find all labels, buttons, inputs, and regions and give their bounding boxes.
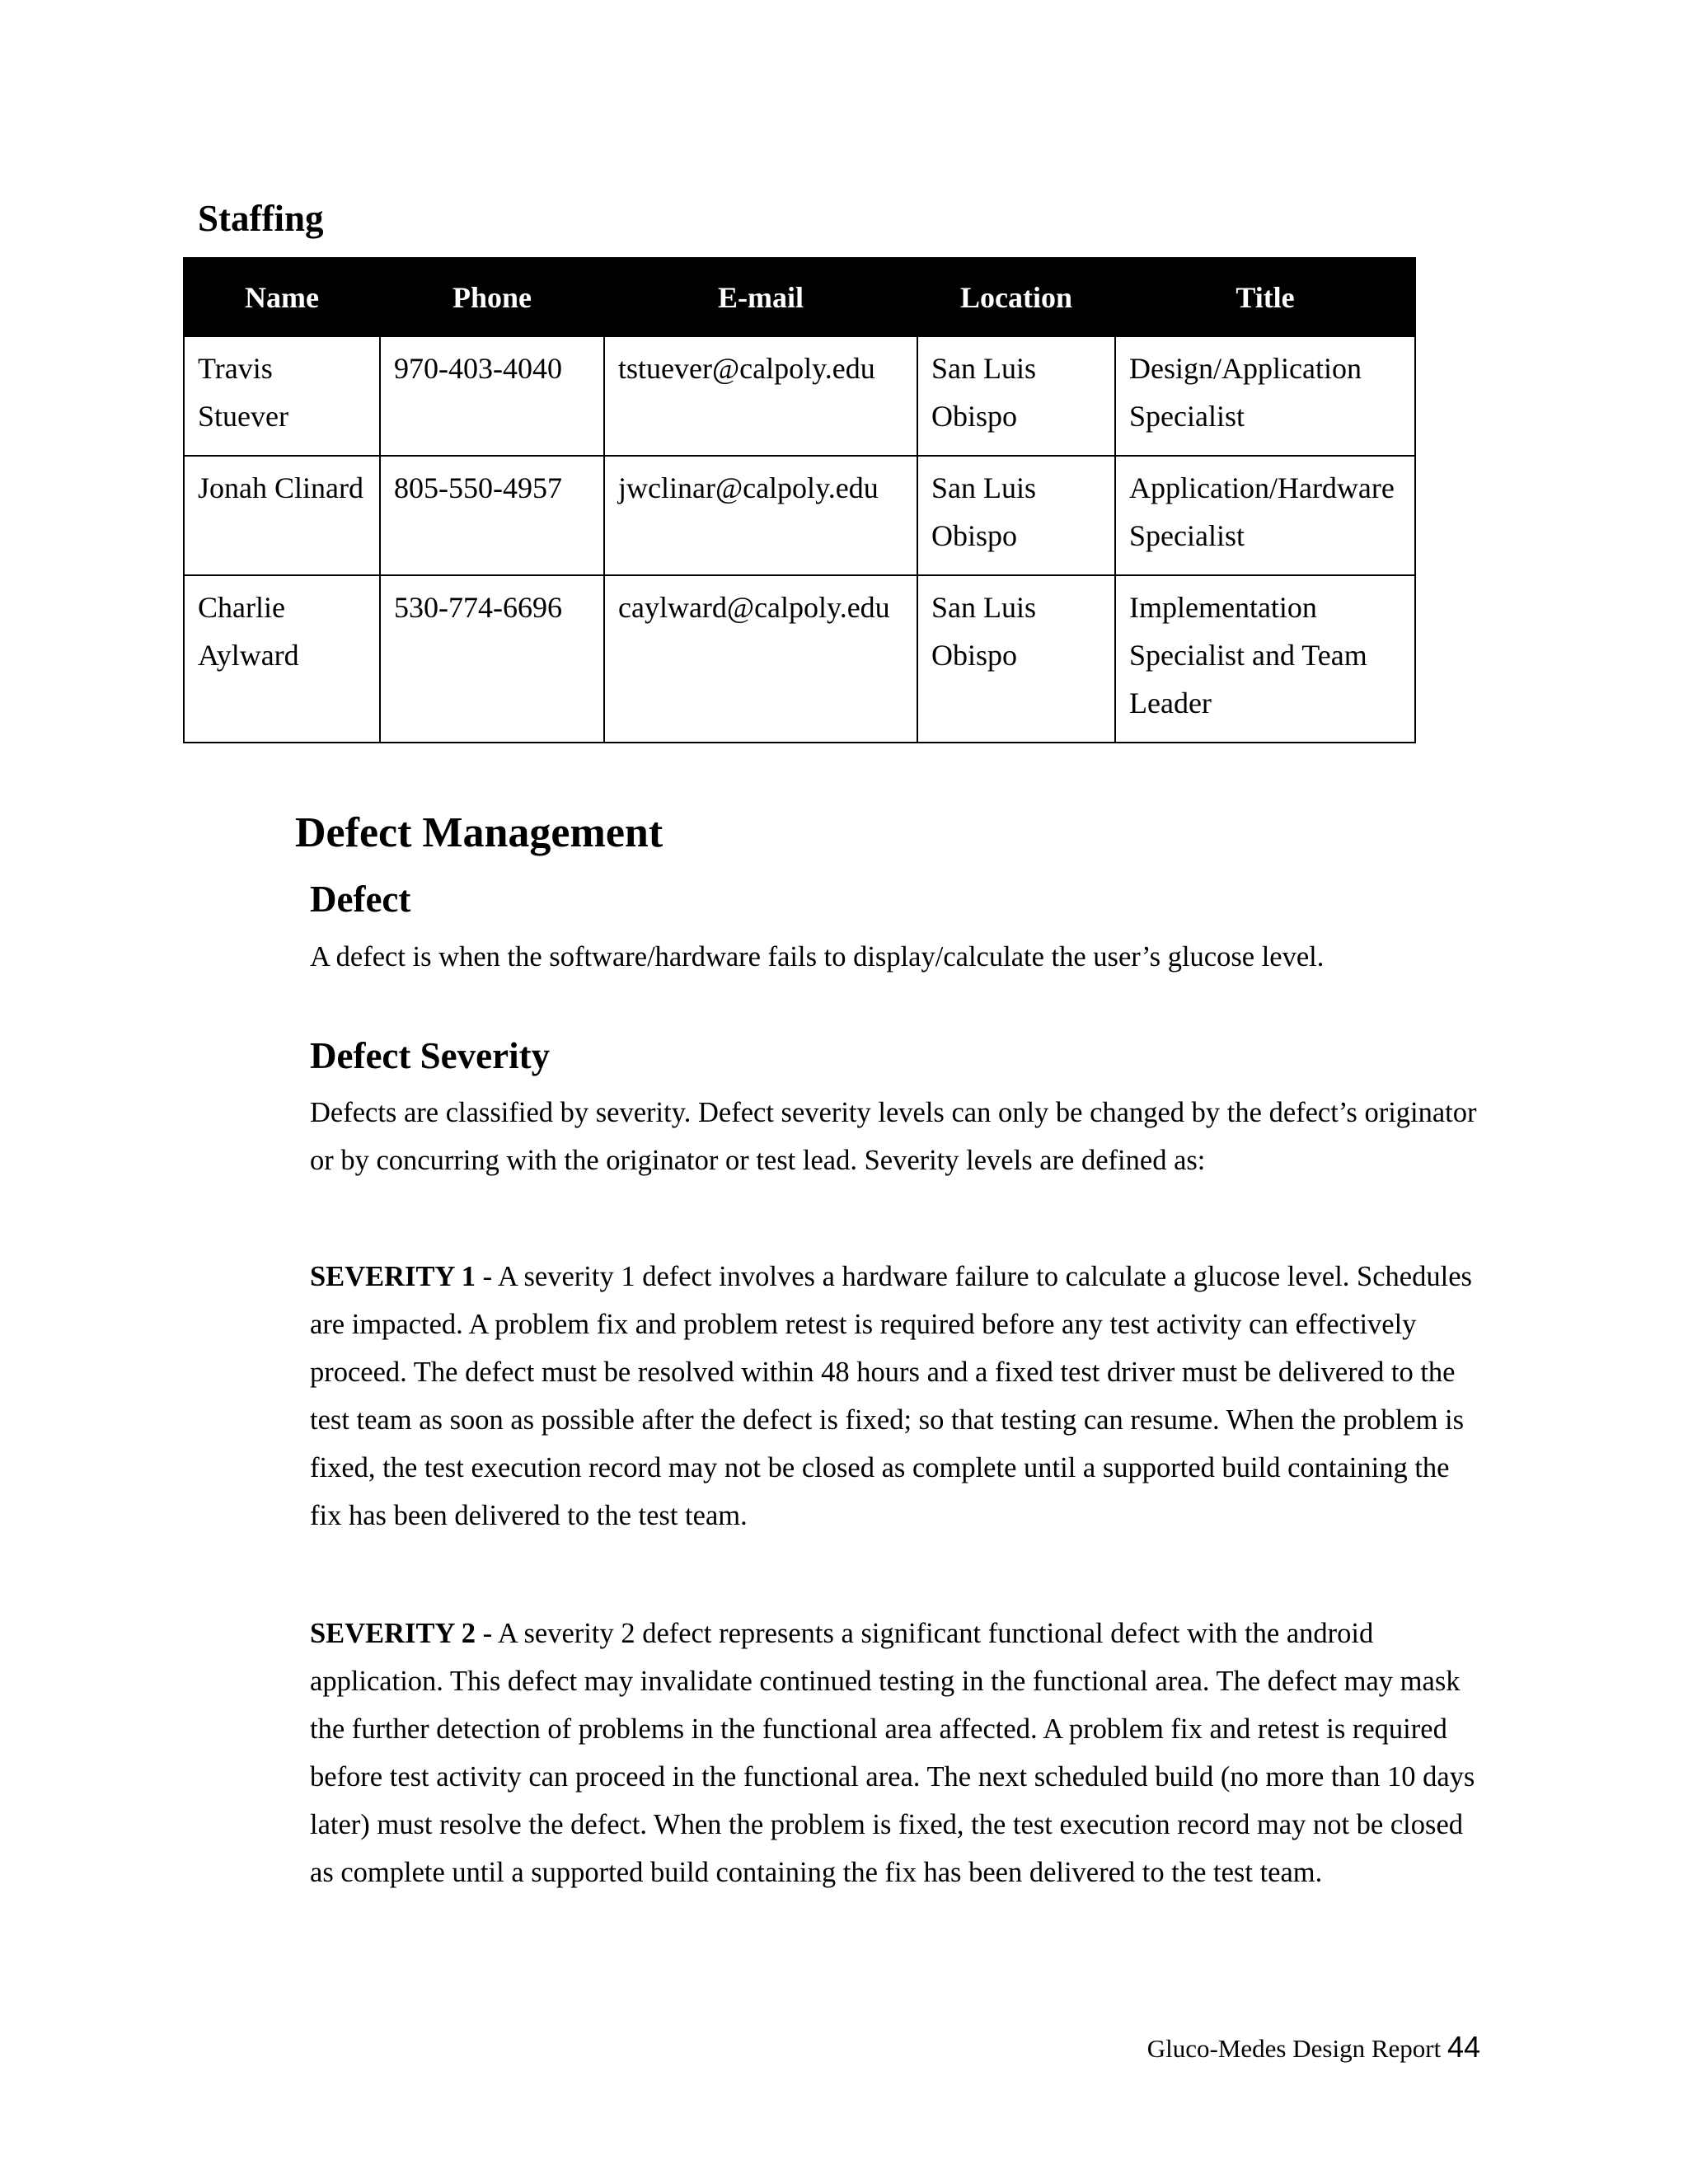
cell-phone: 805-550-4957	[380, 456, 604, 575]
severity-1-paragraph: SEVERITY 1 - A severity 1 defect involves a hardware failure to calculate a glucose level. Schedules are impacted. A problem fix and problem retest is required before any test activity can effectively proceed. The defect must be resolved within 48 hours and a fixed test driver must be delivered to the test team as soon as possible after the defect is fixed; so that testing can resume. When the problem is fixed, the test execution record may not be closed as complete until a supported build containing the fix has been delivered to the test team.	[310, 1261, 1472, 1531]
cell-name: Jonah Clinard	[184, 456, 380, 575]
table-row	[184, 575, 1415, 743]
cell-location: San Luis Obispo	[917, 456, 1115, 575]
cell-name: Travis Stuever	[184, 336, 380, 456]
staffing-heading: Staffing	[198, 198, 324, 239]
severity-1-text: A severity 1 defect involves a hardware failure to calculate a glucose level. Schedules are impacted. A problem fix and problem retest is required before any test activity can effectively proceed. The defect must be resolved within 48 hours and a fixed test driver must be delivered to the test team as soon as possible after the defect is fixed; so that testing can resume. When the problem is fixed, the test execution record may not be closed as complete until a supported build containing the fix has been delivered to the test team.	[310, 1261, 1472, 1531]
defect-severity-intro: Defects are classified by severity. Defect severity levels can only be changed by the defect’s originator or by concurring with the originator or test lead. Severity levels are defined as:	[310, 1097, 1477, 1176]
table-row	[184, 456, 1415, 575]
column-header-phone: Phone	[380, 258, 604, 336]
defect-heading: Defect	[310, 879, 411, 920]
cell-phone: 970-403-4040	[380, 336, 604, 456]
footer-report-name: Gluco-Medes Design Report	[1146, 2034, 1442, 2063]
cell-title: Design/Application Specialist	[1115, 336, 1415, 456]
table-header-row	[184, 258, 1415, 336]
table-row	[184, 336, 1415, 456]
staffing-table	[183, 257, 1416, 743]
page-number: 44	[1447, 2030, 1480, 2064]
cell-location: San Luis Obispo	[917, 575, 1115, 743]
defect-severity-heading: Defect Severity	[310, 1035, 551, 1076]
page-footer	[1147, 2029, 1480, 2064]
severity-2-text: A severity 2 defect represents a significant functional defect with the android application. This defect may invalidate continued testing in the functional area. The defect may mask the further detection of problems in the functional area affected. A problem fix and retest is required before test activity can proceed in the functional area. The next scheduled build (no more than 10 days later) must resolve the defect. When the problem is fixed, the test execution record may not be closed as complete until a supported build containing the fix has been delivered to the test team.	[310, 1618, 1475, 1888]
cell-location: San Luis Obispo	[917, 336, 1115, 456]
cell-email: caylward@calpoly.edu	[604, 575, 917, 743]
cell-phone: 530-774-6696	[380, 575, 604, 743]
cell-email: tstuever@calpoly.edu	[604, 336, 917, 456]
cell-email: jwclinar@calpoly.edu	[604, 456, 917, 575]
column-header-email: E-mail	[604, 258, 917, 336]
cell-title: Application/Hardware Specialist	[1115, 456, 1415, 575]
column-header-name: Name	[184, 258, 380, 336]
defect-definition: A defect is when the software/hardware fails to display/calculate the user’s glucose level.	[310, 941, 1325, 972]
defect-management-heading: Defect Management	[295, 809, 663, 856]
column-header-title: Title	[1115, 258, 1415, 336]
severity-2-label: SEVERITY 2	[310, 1618, 476, 1649]
severity-2-paragraph: SEVERITY 2 - A severity 2 defect represents a significant functional defect with the android application. This defect may invalidate continued testing in the functional area. The defect may mask the further detection of problems in the functional area affected. A problem fix and retest is required before test activity can proceed in the functional area. The next scheduled build (no more than 10 days later) must resolve the defect. When the problem is fixed, the test execution record may not be closed as complete until a supported build containing the fix has been delivered to the test team.	[310, 1618, 1475, 1888]
cell-title: Implementation Specialist and Team Leader	[1115, 575, 1415, 743]
severity-1-label: SEVERITY 1	[310, 1261, 476, 1292]
cell-name: Charlie Aylward	[184, 575, 380, 743]
column-header-location: Location	[917, 258, 1115, 336]
